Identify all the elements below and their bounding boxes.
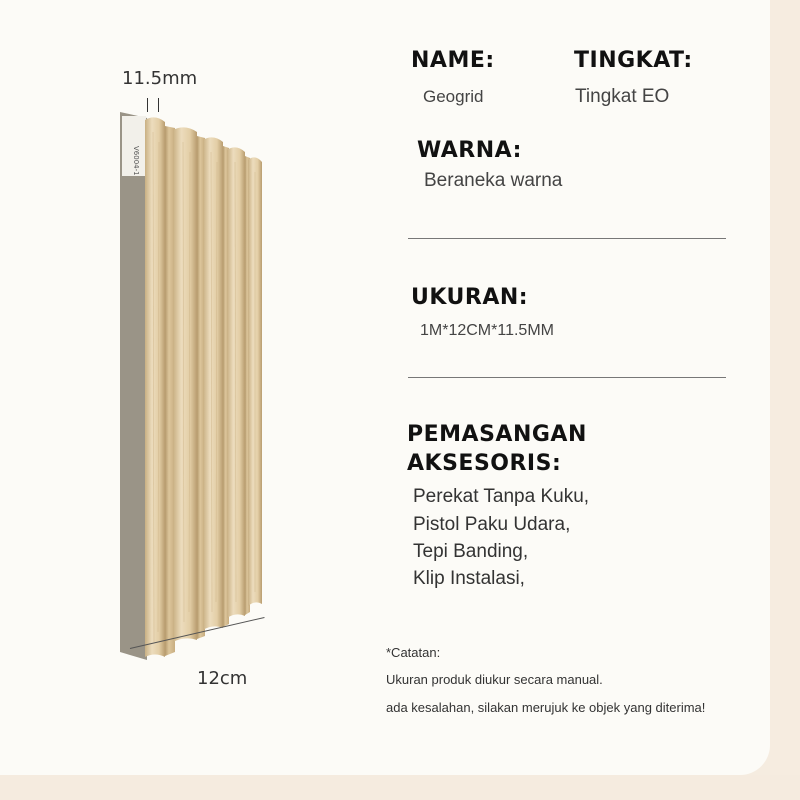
note-line: ada kesalahan, silakan merujuk ke objek yang diterima! <box>386 700 706 715</box>
size-heading: UKURAN: <box>411 285 529 310</box>
divider <box>408 238 726 239</box>
note-line: Ukuran produk diukur secara manual. <box>386 672 603 687</box>
background-bottom <box>0 775 800 800</box>
svg-text:V6004-1: V6004-1 <box>132 146 140 176</box>
accessory-item: Pistol Paku Udara, <box>413 514 571 535</box>
thickness-dimension-label: 11.5mm <box>122 68 198 89</box>
name-value: Geogrid <box>423 87 484 106</box>
note-title: *Catatan: <box>386 645 441 660</box>
divider <box>408 377 726 378</box>
grade-heading: TINGKAT: <box>574 48 693 73</box>
width-dimension-label: 12cm <box>197 668 248 689</box>
wall-panel-image <box>105 112 265 662</box>
accessories-heading-line2: AKSESORIS: <box>407 451 562 476</box>
accessory-item: Klip Instalasi, <box>413 568 525 589</box>
size-value: 1M*12CM*11.5MM <box>420 322 554 339</box>
grade-value: Tingkat EO <box>575 86 670 107</box>
accessories-heading-line1: PEMASANGAN <box>407 422 587 447</box>
background-strip <box>770 0 800 800</box>
color-value: Beraneka warna <box>424 170 563 191</box>
accessory-item: Perekat Tanpa Kuku, <box>413 486 590 507</box>
accessory-item: Tepi Banding, <box>413 541 529 562</box>
thickness-dimension-marker <box>147 98 159 112</box>
name-heading: NAME: <box>411 48 495 73</box>
color-heading: WARNA: <box>417 138 522 163</box>
